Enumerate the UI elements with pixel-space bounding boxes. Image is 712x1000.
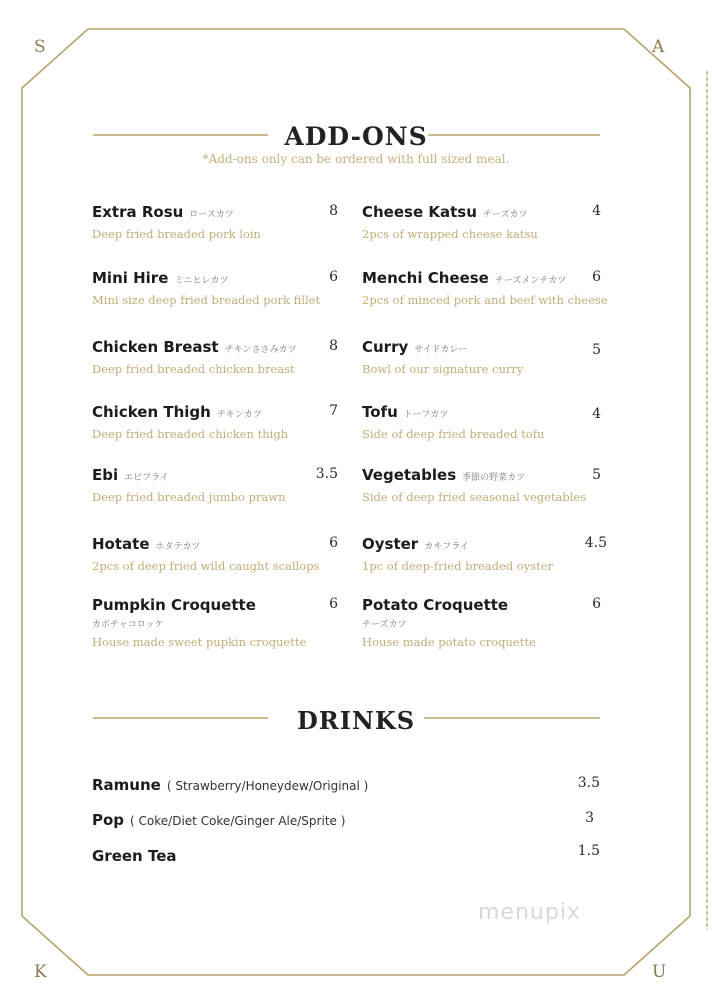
addon-item [92, 596, 337, 649]
addon-jp-name: ロースカツ [189, 210, 234, 220]
corner-letter-top-right: A [652, 37, 665, 57]
addon-name: Chicken Thigh [92, 403, 211, 421]
drinks-title: DRINKS [296, 706, 416, 735]
addon-desc: 1pc of deep-fried breaded oyster [362, 559, 554, 573]
addon-price: 3.5 [315, 466, 338, 482]
addon-name: Pumpkin Croquette [92, 596, 256, 614]
addon-jp-name: チーズメンチカツ [494, 276, 567, 286]
addon-name: Ebi [92, 466, 119, 484]
corner-letter-bottom-left: K [34, 962, 47, 982]
addon-name: Vegetables [362, 466, 457, 484]
drink-price: 1.5 [577, 843, 600, 859]
addon-jp-name: チキンささみカツ [224, 345, 297, 355]
drink-name: Green Tea [92, 847, 177, 865]
drink-options: ( Coke/Diet Coke/Ginger Ale/Sprite ) [130, 814, 346, 828]
drink-item [92, 810, 604, 832]
addon-name: Tofu [362, 403, 398, 421]
addon-price: 6 [329, 269, 338, 285]
addon-price: 5 [592, 342, 601, 358]
addon-item [362, 403, 607, 441]
drink-name: Pop [92, 811, 125, 829]
addon-desc: Deep fried breaded chicken thigh [92, 427, 289, 441]
addon-price: 8 [329, 338, 338, 354]
drink-name: Ramune [92, 776, 161, 794]
addon-desc: 2pcs of deep fried wild caught scallops [92, 559, 320, 573]
addon-price: 7 [329, 403, 338, 419]
addon-desc: House made sweet pupkin croquette [92, 635, 307, 649]
addon-jp-name: チーズカツ [482, 210, 528, 220]
addon-jp-name: カボチャコロッケ [92, 620, 164, 630]
addon-item [92, 269, 337, 307]
watermark-logo: menupix [478, 900, 581, 925]
addon-desc: Deep fried breaded jumbo prawn [92, 490, 286, 504]
addon-jp-name: トーフカツ [403, 410, 449, 420]
addon-item [92, 403, 337, 441]
drink-price: 3 [585, 810, 594, 826]
addon-desc: Bowl of our signature curry [362, 362, 524, 376]
addon-item [362, 535, 607, 573]
addon-item [362, 338, 607, 376]
addon-item [362, 269, 607, 307]
addon-desc: Deep fried breaded chicken breast [92, 362, 295, 376]
addon-jp-name: チキンカツ [216, 410, 262, 420]
addon-price: 6 [329, 535, 338, 551]
addon-price: 4.5 [584, 535, 607, 551]
addon-price: 6 [592, 269, 601, 285]
addons-note: *Add-ons only can be ordered with full sized meal. [202, 152, 510, 166]
addon-desc: 2pcs of minced pork and beef with cheese [362, 293, 608, 307]
addon-price: 6 [329, 596, 338, 612]
addon-jp-name: エビフライ [124, 473, 169, 483]
addon-name: Chicken Breast [92, 338, 219, 356]
addons-title: ADD-ONS [284, 122, 428, 151]
addon-desc: Deep fried breaded pork loin [92, 227, 261, 241]
corner-letter-top-left: S [34, 37, 46, 57]
addon-item [92, 466, 337, 504]
addon-price: 8 [329, 203, 338, 219]
addon-jp-name: チーズカツ [362, 620, 407, 630]
addon-price: 5 [592, 467, 601, 483]
addon-jp-name: 季節の野菜カツ [462, 473, 526, 483]
addon-name: Potato Croquette [362, 596, 509, 614]
dotted-edge [706, 70, 708, 930]
addon-name: Hotate [92, 535, 150, 553]
drink-item [92, 843, 604, 868]
corner-letter-bottom-right: U [652, 962, 667, 982]
addon-jp-name: カキフライ [424, 542, 469, 552]
addon-name: Oyster [362, 535, 419, 553]
addon-jp-name: サイドカレー [414, 345, 468, 355]
addon-item [362, 596, 607, 649]
drink-item [92, 775, 604, 797]
addon-price: 4 [592, 203, 601, 219]
addon-name: Mini Hire [92, 269, 169, 287]
addon-price: 6 [592, 596, 601, 612]
addon-name: Curry [362, 338, 409, 356]
addon-name: Menchi Cheese [362, 269, 489, 287]
drink-options: ( Strawberry/Honeydew/Original ) [166, 779, 369, 793]
addon-jp-name: ミニヒレカツ [174, 276, 229, 286]
addon-desc: Side of deep fried breaded tofu [362, 427, 545, 441]
addon-item [92, 203, 337, 241]
drink-price: 3.5 [577, 775, 600, 791]
addon-item [92, 535, 337, 573]
addon-item [92, 338, 337, 376]
addon-price: 4 [592, 406, 601, 422]
addon-item [362, 203, 607, 241]
addon-desc: Side of deep fried seasonal vegetables [362, 490, 587, 504]
addon-name: Cheese Katsu [362, 203, 477, 221]
addon-desc: 2pcs of wrapped cheese katsu [362, 227, 538, 241]
addon-name: Extra Rosu [92, 203, 184, 221]
addon-jp-name: ホタテカツ [155, 542, 201, 552]
addon-desc: House made potato croquette [362, 635, 536, 649]
addon-desc: Mini size deep fried breaded pork fillet [92, 293, 321, 307]
addon-item [362, 466, 607, 504]
